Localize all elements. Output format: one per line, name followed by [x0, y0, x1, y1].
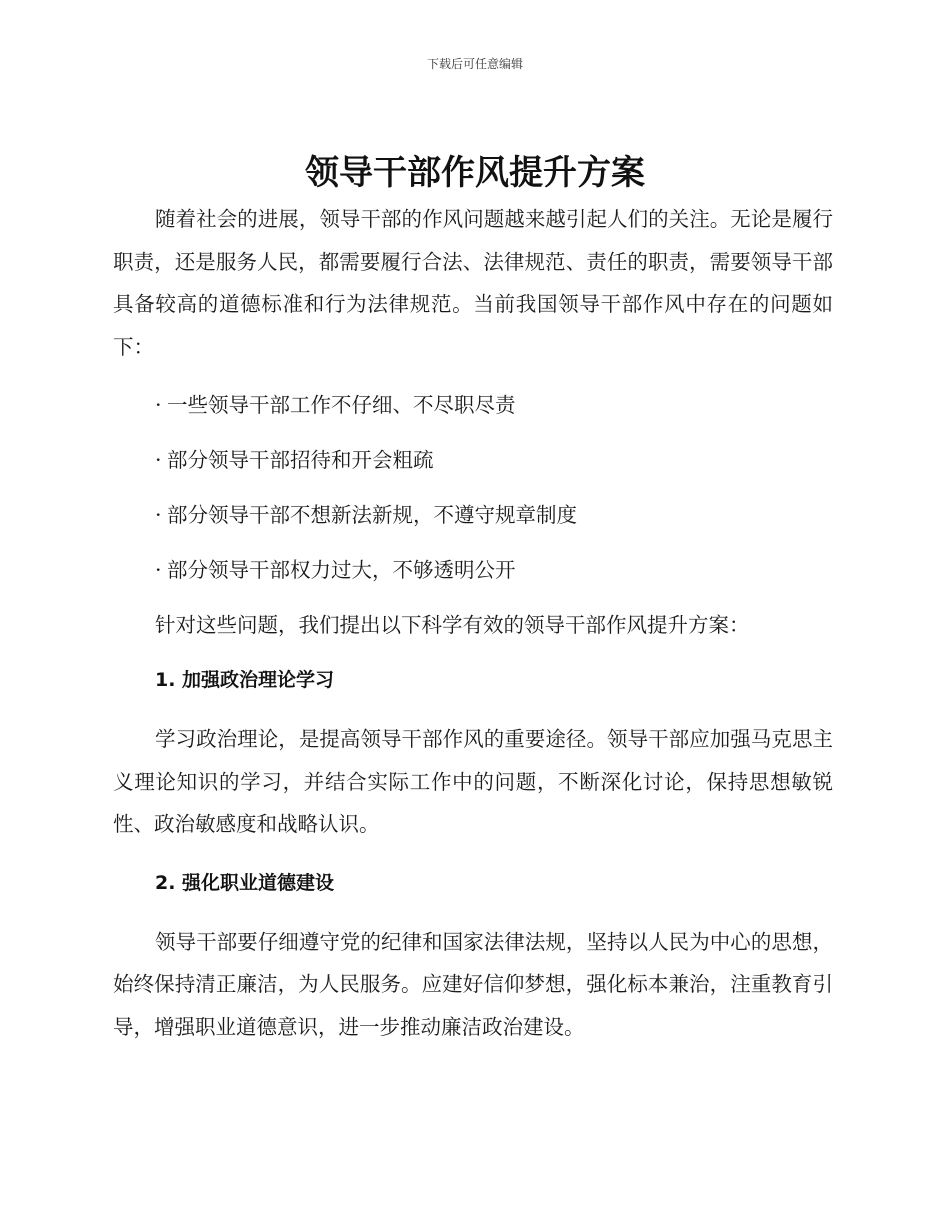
document-body	[113, 198, 833, 1048]
header-note: 下载后可任意编辑	[426, 57, 523, 71]
bullet-icon: ·	[155, 503, 162, 527]
list-item	[113, 433, 833, 488]
document-title: 领导干部作风提升方案	[305, 153, 645, 193]
list-item-text: 部分领导干部权力过大，不够透明公开	[167, 558, 516, 582]
section-heading: 2. 强化职业道德建设	[155, 871, 335, 894]
list-item	[113, 378, 833, 433]
intro-paragraph: 随着社会的进展，领导干部的作风问题越来越引起人们的关注。无论是履行职责，还是服务人民，都需要履行合法、法律规范、责任的职责，需要领导干部具备较高的道德标准和行为法律规范。当前我国领导干部作风中存在的问题如下：	[113, 207, 833, 359]
section-heading: 1. 加强政治理论学习	[155, 669, 335, 691]
bullet-icon: ·	[155, 448, 162, 472]
problem-list	[113, 378, 833, 598]
list-item	[113, 543, 833, 598]
bullet-icon: ·	[155, 393, 162, 417]
proposal-lead: 针对这些问题，我们提出以下科学有效的领导干部作风提升方案：	[155, 613, 750, 637]
list-item-text: 部分领导干部不想新法新规，不遵守规章制度	[167, 503, 577, 527]
list-item-text: 部分领导干部招待和开会粗疏	[167, 448, 434, 472]
section-body: 领导干部要仔细遵守党的纪律和国家法律法规，坚持以人民为中心的思想，始终保持清正廉洁，为人民服务。应建好信仰梦想，强化标本兼治，注重教育引导，增强职业道德意识，进一步推动廉洁政治建设。	[113, 929, 833, 1039]
section-body: 学习政治理论，是提高领导干部作风的重要途径。领导干部应加强马克思主义理论知识的学习，并结合实际工作中的问题，不断深化讨论，保持思想敏锐性、政治敏感度和战略认识。	[113, 727, 833, 836]
list-item-text: 一些领导干部工作不仔细、不尽职尽责	[167, 393, 516, 417]
bullet-icon: ·	[155, 558, 162, 582]
list-item	[113, 488, 833, 543]
